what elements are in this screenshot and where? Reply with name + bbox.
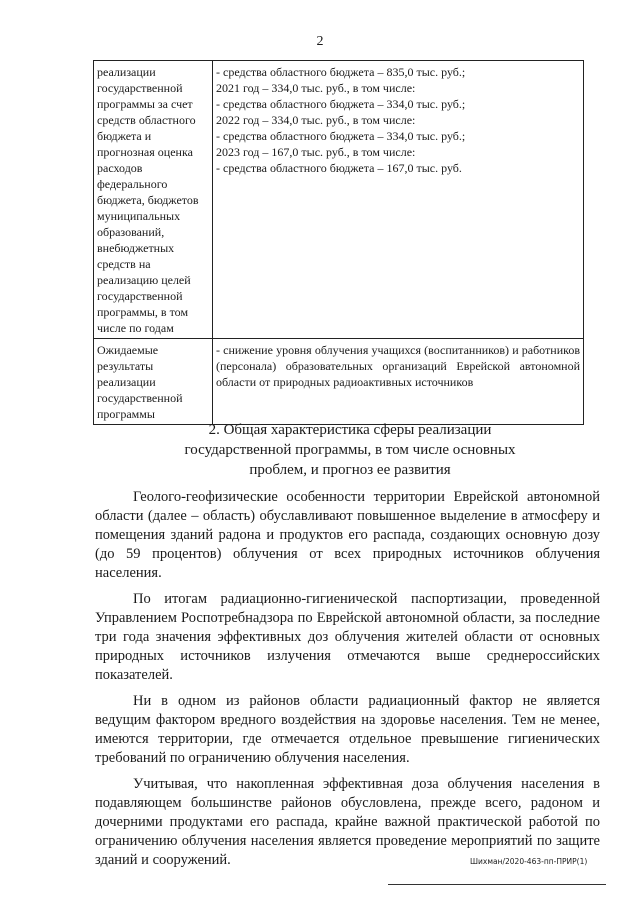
funding-label-line: федерального: [97, 177, 168, 191]
funding-value-line: - средства областного бюджета – 167,0 тыс. руб.: [216, 161, 462, 175]
funding-label-line: программы за счет: [97, 97, 193, 111]
body-paragraph: Ни в одном из районов области радиационный фактор не является ведущим фактором вредного воздействия на здоровье населения. Тем не менее, имеются территории, где отмечается отдельное превышение гигиенических требований по ограничению облучения населения.: [95, 693, 600, 766]
funding-label-line: реализацию целей: [97, 273, 191, 287]
funding-label-cell: [94, 61, 213, 339]
funding-value-cell: [213, 61, 584, 339]
funding-value-line: - средства областного бюджета – 835,0 тыс. руб.;: [216, 65, 466, 79]
funding-label-line: расходов: [97, 161, 143, 175]
funding-label-line: программы, в том: [97, 305, 189, 319]
funding-value-line: 2022 год – 334,0 тыс. руб., в том числе:: [216, 113, 416, 127]
results-value-cell: - снижение уровня облучения учащихся (воспитанников) и работников (персонала) образовательных организаций Еврейской автономной области от природных радиоактивных источников: [213, 339, 584, 425]
program-passport-table: [93, 60, 584, 425]
expected-results-row: [94, 339, 584, 425]
results-label-line: программы: [97, 407, 155, 421]
results-label-line: Ожидаемые: [97, 343, 159, 357]
results-label-cell: [94, 339, 213, 425]
funding-value-line: - средства областного бюджета – 334,0 тыс. руб.;: [216, 129, 466, 143]
page-number: 2: [316, 34, 324, 49]
funding-label-line: прогнозная оценка: [97, 145, 193, 159]
funding-label-line: государственной: [97, 81, 183, 95]
footer-divider: [388, 884, 606, 885]
funding-label-line: муниципальных: [97, 209, 181, 223]
funding-label-line: средств областного: [97, 113, 196, 127]
body-paragraph: По итогам радиационно-гигиенической паспортизации, проведенной Управлением Роспотребнадзора по Еврейской автономной области, за последние три года значения эффективных доз облучения жителей области от основных природных источников излучения отмечаются выше среднероссийских показателей.: [95, 591, 600, 683]
section-heading-line: 2. Общая характеристика сферы реализации: [208, 422, 492, 438]
funding-label-line: государственной: [97, 289, 183, 303]
funding-label-line: образований,: [97, 225, 165, 239]
results-label-line: реализации: [97, 375, 156, 389]
funding-value-line: 2021 год – 334,0 тыс. руб., в том числе:: [216, 81, 416, 95]
section-heading: [130, 420, 570, 480]
footer-document-code: Шихман/2020-463-пп-ПРИР(1): [470, 857, 588, 866]
funding-value-line: - средства областного бюджета – 334,0 тыс. руб.;: [216, 97, 466, 111]
body-paragraph: Геолого-геофизические особенности территории Еврейской автономной области (далее – область) обуславливают повышенное выделение в атмосферу и помещения зданий радона и продуктов его распада, создающих основную дозу (до 59 процентов) облучения от всех природных источников облучения населения.: [95, 489, 600, 581]
section-body: [95, 488, 600, 877]
section-heading-line: проблем, и прогноз ее развития: [249, 462, 451, 478]
funding-label-line: средств на: [97, 257, 151, 271]
body-paragraph: Учитывая, что накопленная эффективная доза облучения населения в подавляющем большинстве районов обусловлена, прежде всего, радоном и дочерними продуктами его распада, крайне важной практической работой по ограничению облучения населения является проведение мероприятий по защите зданий и сооружений.: [95, 776, 600, 868]
funding-label-line: числе по годам: [97, 321, 174, 335]
funding-label-line: бюджета и: [97, 129, 152, 143]
results-label-line: результаты: [97, 359, 154, 373]
results-label-line: государственной: [97, 391, 183, 405]
funding-label-line: бюджета, бюджетов: [97, 193, 199, 207]
funding-label-line: реализации: [97, 65, 156, 79]
funding-row: [94, 61, 584, 339]
funding-label-line: внебюджетных: [97, 241, 175, 255]
section-heading-line: государственной программы, в том числе основных: [184, 442, 516, 458]
funding-value-line: 2023 год – 167,0 тыс. руб., в том числе:: [216, 145, 416, 159]
